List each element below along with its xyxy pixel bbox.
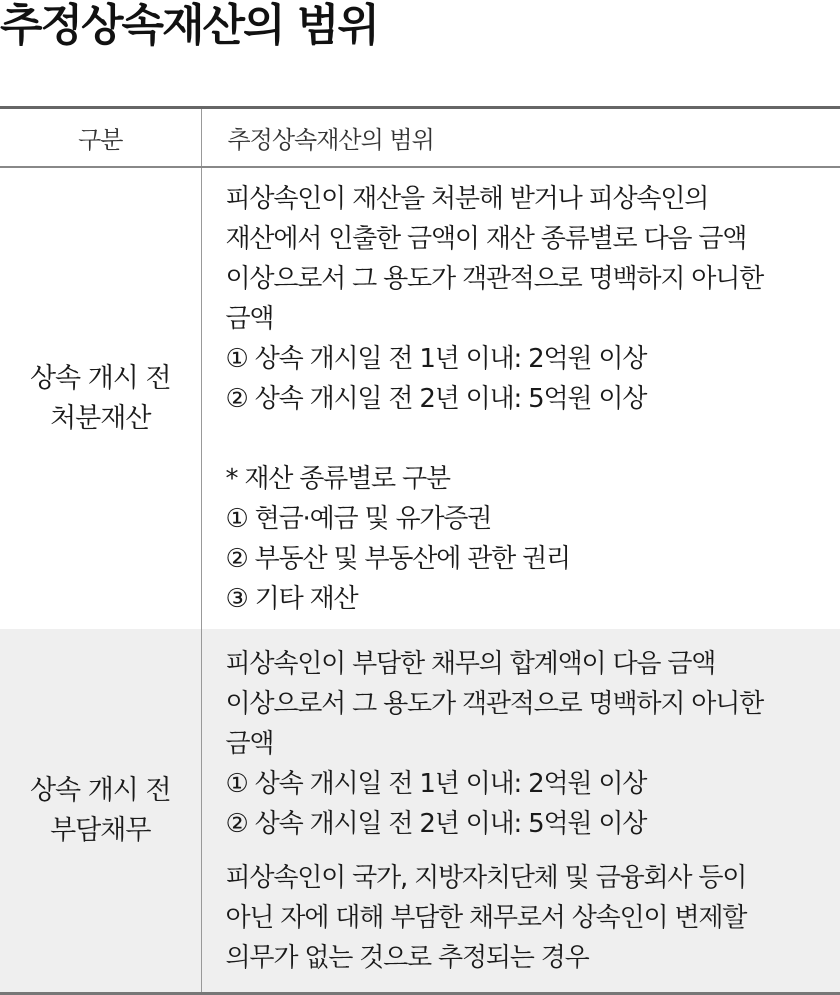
description-line: 이상으로서 그 용도가 객관적으로 명백하지 아니한 xyxy=(225,263,764,294)
note-line: 아닌 자에 대해 부담한 채무로서 상속인이 변제할 xyxy=(225,902,747,933)
table-row-disposed-assets xyxy=(0,167,840,629)
note-line: 피상속인이 국가, 지방자치단체 및 금융회사 등이 xyxy=(225,862,747,893)
category-cell xyxy=(0,167,201,629)
category-line: 처분재산 xyxy=(50,402,151,434)
category-line: 상속 개시 전 xyxy=(29,774,171,806)
header-scope: 추정상속재산의 범위 xyxy=(201,108,840,168)
description-cell xyxy=(201,167,840,629)
table-row-incurred-debts xyxy=(0,629,840,994)
note-line: ② 부동산 및 부동산에 관한 권리 xyxy=(225,543,570,574)
threshold-line: ② 상속 개시일 전 2년 이내: 5억원 이상 xyxy=(225,808,647,839)
category-cell xyxy=(0,629,201,994)
description-line: 금액 xyxy=(225,303,274,334)
table-header-row xyxy=(0,108,840,168)
description-line: 이상으로서 그 용도가 객관적으로 명백하지 아니한 xyxy=(225,688,764,719)
threshold-line: ① 상속 개시일 전 1년 이내: 2억원 이상 xyxy=(225,768,647,799)
note-line: * 재산 종류별로 구분 xyxy=(225,463,450,494)
threshold-line: ② 상속 개시일 전 2년 이내: 5억원 이상 xyxy=(225,383,647,414)
header-category: 구분 xyxy=(0,108,201,168)
description-line: 피상속인이 부담한 채무의 합계액이 다음 금액 xyxy=(225,648,716,679)
description-cell xyxy=(201,629,840,994)
category-line: 상속 개시 전 xyxy=(29,362,171,394)
note-line: 의무가 없는 것으로 추정되는 경우 xyxy=(225,942,589,973)
inheritance-scope-table xyxy=(0,106,840,995)
page-title: 추정상속재산의 범위 xyxy=(0,0,378,51)
threshold-line: ① 상속 개시일 전 1년 이내: 2억원 이상 xyxy=(225,343,647,374)
description-line: 재산에서 인출한 금액이 재산 종류별로 다음 금액 xyxy=(225,223,747,254)
description-line: 금액 xyxy=(225,728,274,759)
note-line: ③ 기타 재산 xyxy=(225,583,358,614)
note-line: ① 현금·예금 및 유가증권 xyxy=(225,503,492,534)
description-line: 피상속인이 재산을 처분해 받거나 피상속인의 xyxy=(225,183,709,214)
category-line: 부담채무 xyxy=(50,814,151,846)
